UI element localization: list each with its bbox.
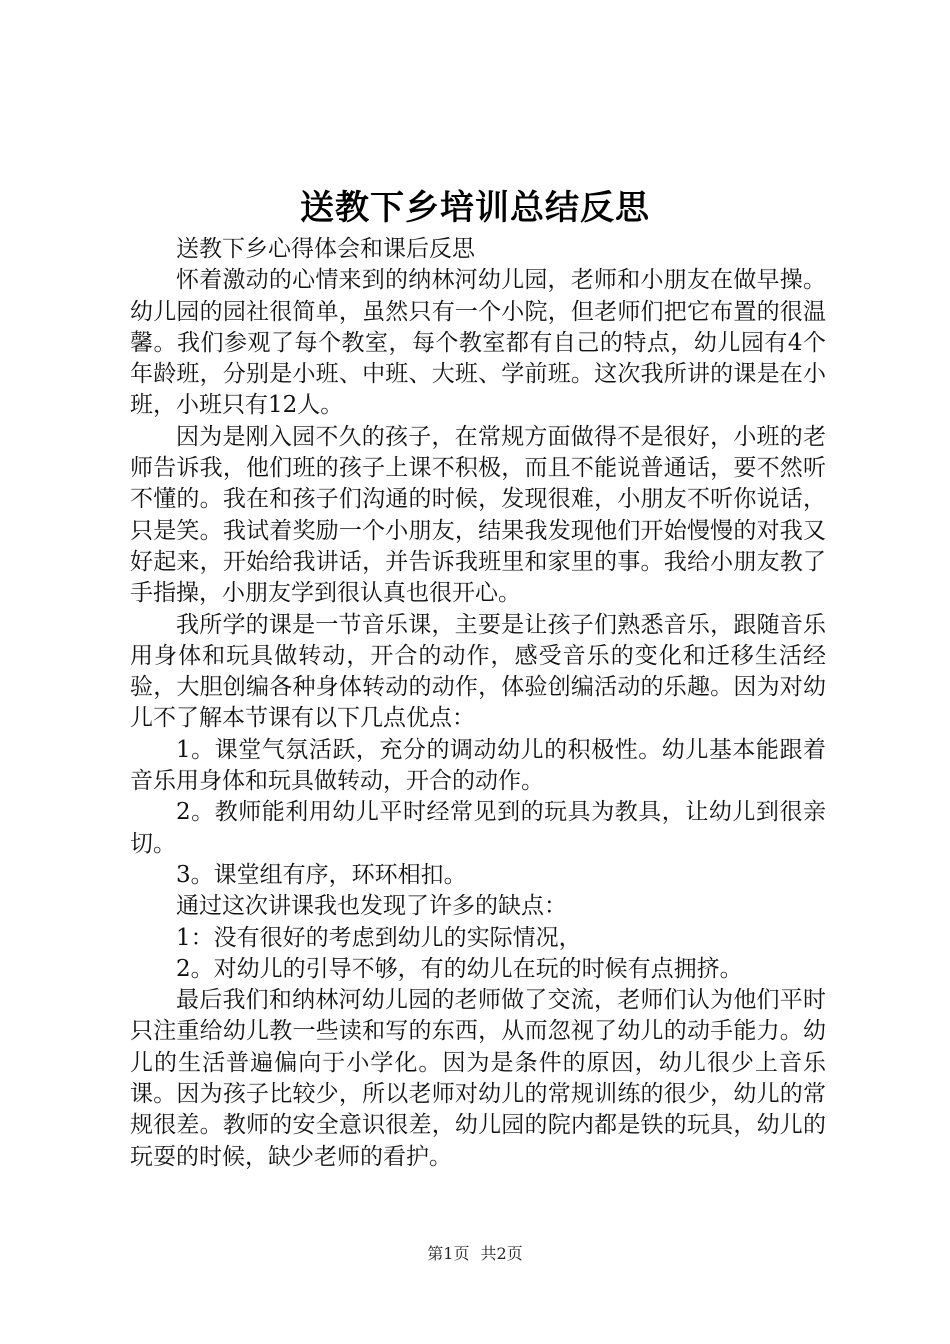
paragraph: 最后我们和纳林河幼儿园的老师做了交流，老师们认为他们平时只注重给幼儿教一些读和写的东西，从而忽视了幼儿的动手能力。幼儿的生活普遍偏向于小学化。因为是条件的原因，幼儿很少上音乐课。因为孩子比较少，所以老师对幼儿的常规训练的很少，幼儿的常规很差。教师的安全意识很差，幼儿园的院内都是铁的玩具，幼儿的玩耍的时候，缺少老师的看护。 xyxy=(130,987,826,1170)
list-item: 1。课堂气氛活跃，充分的调动幼儿的积极性。幼儿基本能跟着音乐用身体和玩具做转动，开合的动作。 xyxy=(130,736,826,795)
list-item: 2。对幼儿的引导不够，有的幼儿在玩的时候有点拥挤。 xyxy=(176,955,743,982)
page-footer xyxy=(0,1243,950,1265)
paragraph: 因为是刚入园不久的孩子，在常规方面做得不是很好，小班的老师告诉我，他们班的孩子上课不积极，而且不能说普通话，要不然听不懂的。我在和孩子们沟通的时候，发现很难，小朋友不听你说话，只是笑。我试着奖励一个小朋友，结果我发现他们开始慢慢的对我又好起来，开始给我讲话，并告诉我班里和家里的事。我给小朋友教了手指操，小朋友学到很认真也很开心。 xyxy=(130,423,826,607)
page-number-total: 共2页 xyxy=(480,1244,523,1263)
paragraph-subtitle: 送教下乡心得体会和课后反思 xyxy=(176,236,475,262)
page-number-current: 第1页 xyxy=(427,1244,470,1263)
paragraph: 我所学的课是一节音乐课，主要是让孩子们熟悉音乐，跟随音乐用身体和玩具做转动，开合的动作，感受音乐的变化和迁移生活经验，大胆创编各种身体转动的动作，体验创编活动的乐趣。因为对幼儿不了解本节课有以下几点优点： xyxy=(130,611,826,732)
paragraph: 怀着激动的心情来到的纳林河幼儿园，老师和小朋友在做早操。幼儿园的园社很简单，虽然只有一个小院，但老师们把它布置的很温馨。我们参观了每个教室，每个教室都有自己的特点，幼儿园有4个年龄班，分别是小班、中班、大班、学前班。这次我所讲的课是在小班，小班只有12人。 xyxy=(130,267,826,419)
list-item: 1：没有很好的考虑到幼儿的实际情况， xyxy=(176,924,582,951)
list-item: 3。课堂组有序，环环相扣。 xyxy=(176,861,467,888)
paragraph: 通过这次讲课我也发现了许多的缺点： xyxy=(176,893,567,920)
list-item: 2。教师能利用幼儿平时经常见到的玩具为教具，让幼儿到很亲切。 xyxy=(130,799,826,857)
document-title: 送教下乡培训总结反思 xyxy=(300,188,650,228)
document-body xyxy=(130,234,826,1173)
